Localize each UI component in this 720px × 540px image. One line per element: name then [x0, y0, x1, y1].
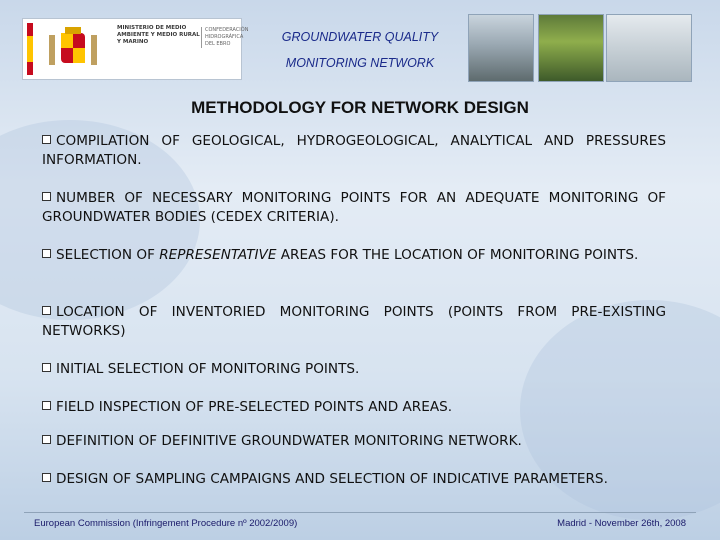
slide-title: METHODOLOGY FOR NETWORK DESIGN — [191, 98, 529, 117]
bullet-text: LOCATION OF INVENTORIED MONITORING POINTS (POINTS FROM PRE-EXISTING NETWORKS) — [42, 304, 666, 339]
bullet-item — [42, 432, 666, 451]
program-title — [252, 24, 468, 76]
ministry-name: MINISTERIO DE MEDIO AMBIENTE Y MEDIO RURAL Y MARINO — [117, 25, 200, 45]
bullet-text: COMPILATION OF GEOLOGICAL, HYDROGEOLOGICAL, ANALYTICAL AND PRESSURES INFORMATION. — [42, 133, 666, 168]
bullet-text: FIELD INSPECTION OF PRE-SELECTED POINTS AND AREAS. — [56, 399, 453, 415]
bullet-text: INITIAL SELECTION OF MONITORING POINTS. — [56, 361, 360, 377]
bullet-item — [42, 132, 666, 170]
footer-divider — [24, 512, 696, 513]
bullet-text-pre: SELECTION OF — [56, 247, 160, 263]
footer-procedure: European Commission (Infringement Procedure nº 2002/2009) — [34, 518, 298, 529]
checkbox-bullet-icon — [42, 306, 51, 315]
checkbox-bullet-icon — [42, 473, 51, 482]
checkbox-bullet-icon — [42, 435, 51, 444]
spanish-flag-icon — [27, 23, 33, 75]
ministry-logo — [22, 18, 249, 80]
confederation-name: CONFEDERACIÓN HIDROGRÁFICA DEL EBRO — [201, 27, 243, 48]
bullet-text: DEFINITION OF DEFINITIVE GROUNDWATER MONITORING NETWORK. — [56, 433, 522, 449]
photo-wetland — [538, 14, 604, 82]
photo-laboratory — [606, 14, 692, 82]
checkbox-bullet-icon — [42, 192, 51, 201]
checkbox-bullet-icon — [42, 249, 51, 258]
program-title-line-1: GROUNDWATER QUALITY — [281, 30, 439, 44]
bullet-text-post: AREAS FOR THE LOCATION OF MONITORING POINTS. — [276, 247, 639, 263]
header — [0, 0, 720, 90]
bullet-item — [42, 360, 666, 379]
photo-treatment-plant — [468, 14, 534, 82]
bullet-item — [42, 189, 666, 227]
bullet-item — [42, 398, 666, 417]
bullet-item — [42, 470, 666, 489]
bullet-item — [42, 246, 666, 265]
checkbox-bullet-icon — [42, 135, 51, 144]
bullet-text: DESIGN OF SAMPLING CAMPAIGNS AND SELECTION OF INDICATIVE PARAMETERS. — [56, 471, 608, 487]
bullet-text-italic: REPRESENTATIVE — [159, 247, 277, 263]
footer-date: Madrid - November 26th, 2008 — [557, 518, 686, 529]
checkbox-bullet-icon — [42, 363, 51, 372]
bullet-text: NUMBER OF NECESSARY MONITORING POINTS FOR AN ADEQUATE MONITORING OF GROUNDWATER BODIES (CEDEX CRITERIA). — [42, 190, 666, 225]
program-title-line-2: MONITORING NETWORK — [285, 56, 435, 70]
footer — [0, 512, 720, 534]
bullet-item — [42, 303, 666, 341]
coat-of-arms-icon — [39, 25, 107, 73]
checkbox-bullet-icon — [42, 401, 51, 410]
